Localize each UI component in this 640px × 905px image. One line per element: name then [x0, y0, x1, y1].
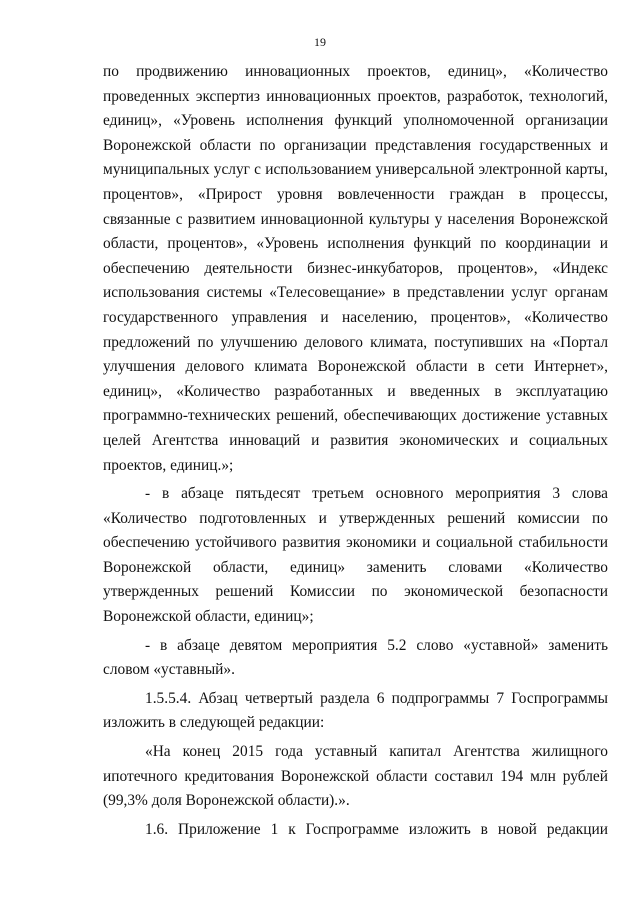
page-number: 19 [314, 35, 326, 49]
paragraph-amendment-2: - в абзаце девятом мероприятия 5.2 слово «уставной» заменить словом «уставный». [103, 636, 608, 679]
paragraph-section-1-5-5-4: 1.5.5.4. Абзац четвертый раздела 6 подпрограммы 7 Госпрограммы изложить в следующей редакции: [103, 689, 608, 732]
paragraph-amendment-1: - в абзаце пятьдесят третьем основного мероприятия 3 слова «Количество подготовленных и утвержденных решений комиссии по обеспечению устойчивого развития экономики и социальной стабильности Воронежской области, единиц» заменить словами «Количество утвержденных решений Комиссии по экономической безопасности Воронежской области, единиц»; [103, 485, 608, 626]
paragraph-continuation: по продвижению инновационных проектов, единиц», «Количество проведенных экспертиз инновационных проектов, разработок, технологий, единиц», «Уровень исполнения функций уполномоченной организации Воронежской области по организации представления государственных и муниципальных услуг с использованием универсальной электронной карты, процентов», «Прирост уровня вовлеченности граждан в процессы, связанные с развитием инновационной культуры у населения Воронежской области, процентов», «Уровень исполнения функций по координации и обеспечению деятельности бизнес-инкубаторов, процентов», «Индекс использования системы «Телесовещание» в представлении услуг органам государственного управления и населению, процентов», «Количество предложений по улучшению делового климата, поступивших на «Портал улучшения делового климата Воронежской области в сети Интернет», единиц», «Количество разработанных и введенных в эксплуатацию программно-технических решений, обеспечивающих достижение уставных целей Агентства инноваций и развития экономических и социальных проектов, единиц.»; [103, 63, 608, 474]
paragraph-section-1-6: 1.6. Приложение 1 к Госпрограмме изложить в новой редакции [145, 820, 608, 838]
document-body [103, 60, 608, 842]
paragraph-quoted-text: «На конец 2015 года уставный капитал Агентства жилищного ипотечного кредитования Воронежской области составил 194 млн рублей (99,3% доля Воронежской области).». [103, 743, 608, 810]
